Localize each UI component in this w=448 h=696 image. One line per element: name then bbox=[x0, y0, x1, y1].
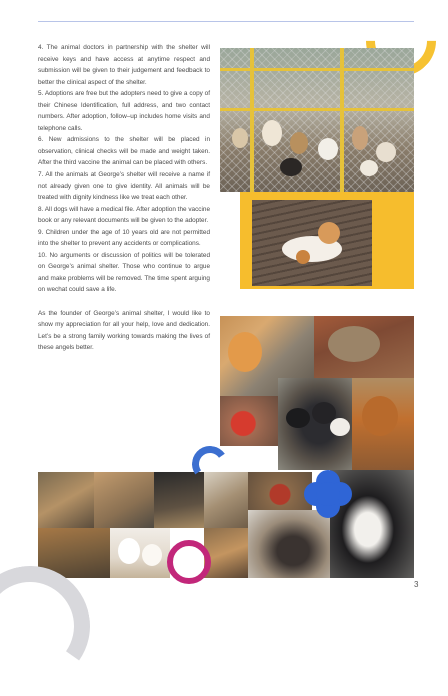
rule-8: 8. All dogs will have a medical file. After adoption the vaccine book or any relevant documents will be given to the adopter. bbox=[38, 205, 210, 225]
rule-4: 4. The animal doctors in partnership with the shelter will receive keys and have access at anytime respect and submission will be given to their judgement and feedback to better the clinical aspect of the shelter. bbox=[38, 44, 210, 86]
photo-brown-dog bbox=[352, 378, 414, 470]
decorative-blue-flower bbox=[304, 470, 352, 518]
photo-collage-white-dogs bbox=[110, 528, 170, 578]
rule-7: 7. All the animals at George’s shelter will receive a name if not already given one to give identity. All animals will be treated with dignity kindness like we treat each other. bbox=[38, 171, 210, 202]
rule-9: 9. Children under the age of 10 years old are not permitted into the shelter to prevent any accidents or complications. bbox=[38, 228, 210, 248]
photo-collage-8 bbox=[204, 528, 248, 578]
photo-collage-2 bbox=[94, 472, 154, 528]
body-text bbox=[38, 42, 210, 354]
rule-6: 6. New admissions to the shelter will be placed in observation, clinical checks will be made and weight taken. After the third vaccine the animal can be placed with others. bbox=[38, 136, 210, 167]
photo-dog-on-deck bbox=[252, 200, 372, 286]
decorative-magenta-ring bbox=[167, 540, 211, 584]
header-rule bbox=[38, 21, 414, 22]
photo-cat-tabby bbox=[314, 316, 414, 378]
photo-collage-puppy bbox=[248, 510, 330, 578]
photo-dogs-behind-fence bbox=[220, 48, 414, 192]
page-number: 3 bbox=[414, 580, 419, 589]
rule-10: 10. No arguments or discussion of politics will be tolerated on George’s animal shelter. Those who continue to argue and make problems will be removed. The time spent arguing on wechat could save a life. bbox=[38, 251, 210, 294]
photo-collage-1 bbox=[38, 472, 94, 528]
photo-food-bowls bbox=[220, 396, 278, 446]
rule-5: 5. Adoptions are free but the adopters need to give a copy of their Chinese Identification, full address, and two contact numbers. After adoption, follow–up includes home visits and telephone calls. bbox=[38, 90, 210, 132]
photo-collage-3 bbox=[154, 472, 204, 528]
founder-message: As the founder of George’s animal shelter, I would like to show my appreciation for all your help, love and dedication. Let’s be a strong family working towards making the lives of these angels better. bbox=[38, 309, 210, 352]
photo-black-puppies bbox=[278, 378, 360, 470]
